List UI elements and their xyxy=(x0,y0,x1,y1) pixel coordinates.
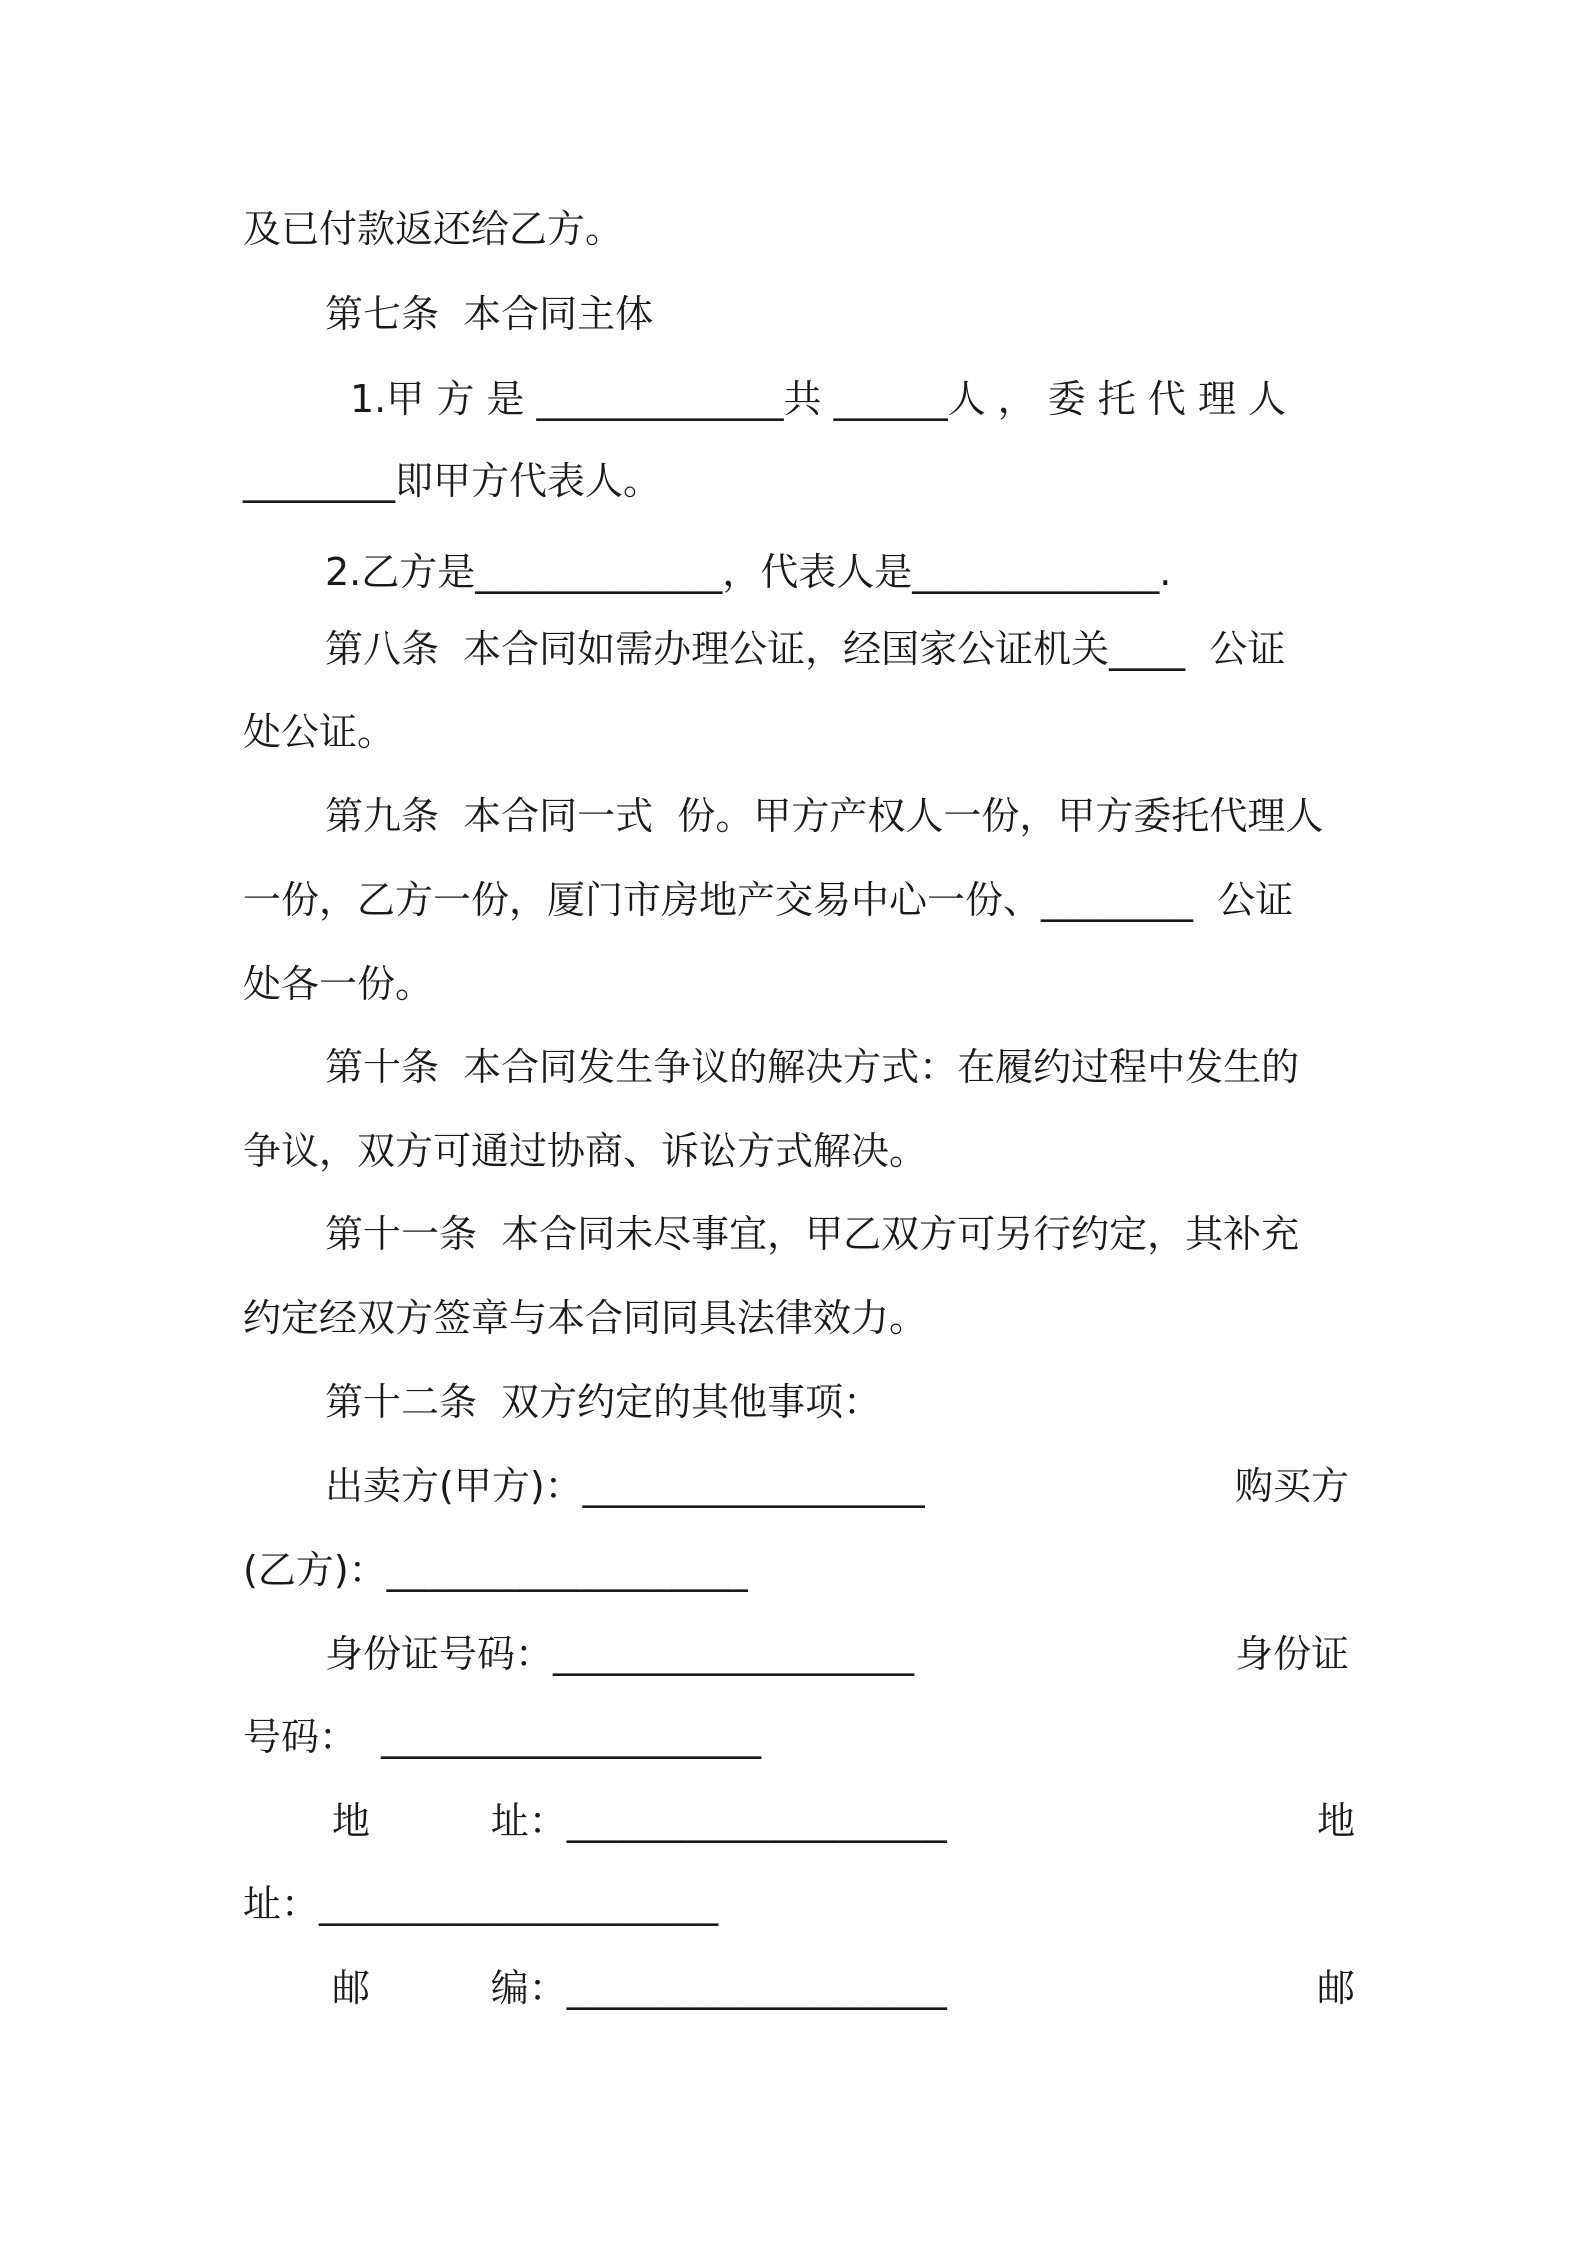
buyer-id-line: 号码： ____________________ xyxy=(243,1715,762,1759)
buyer-postcode-label: 邮 xyxy=(1317,1966,1356,2010)
buyer-address-line: 址：_____________________ xyxy=(243,1882,719,1926)
article-9-line-2: 一份，乙方一份，厦门市房地产交易中心一份、________ 公证 xyxy=(243,878,1294,922)
article-10-line-1: 第十条 本合同发生争议的解决方式：在履约过程中发生的 xyxy=(325,1045,1300,1089)
article-11-line-1: 第十一条 本合同未尽事宜，甲乙双方可另行约定，其补充 xyxy=(325,1212,1300,1256)
article-11-line-2: 约定经双方签章与本合同同具法律效力。 xyxy=(243,1296,928,1340)
seller-signature-line: 出卖方(甲方)：__________________ xyxy=(325,1464,925,1508)
buyer-signature-label: 购买方 xyxy=(1235,1464,1350,1508)
party-b-line: 2.乙方是_____________，代表人是_____________. xyxy=(325,550,1172,594)
text-line-1: 及已付款返还给乙方。 xyxy=(243,207,624,251)
party-a-line: 1.甲 方 是 _____________共 ______人 ， 委 托 代 理 人 xyxy=(350,377,1287,421)
buyer-signature-line: (乙方)：___________________ xyxy=(243,1548,748,1592)
article-7-heading: 第七条 本合同主体 xyxy=(325,292,654,336)
seller-address-line: 地 址：____________________ xyxy=(332,1799,947,1843)
article-8-line-2: 处公证。 xyxy=(243,710,396,754)
party-a-representative-line: ________即甲方代表人。 xyxy=(243,459,662,503)
article-9-line-1: 第九条 本合同一式 份。甲方产权人一份，甲方委托代理人 xyxy=(325,794,1324,838)
buyer-address-label: 地 xyxy=(1317,1799,1356,1843)
seller-postcode-line: 邮 编：____________________ xyxy=(332,1966,947,2010)
article-12-heading: 第十二条 双方约定的其他事项： xyxy=(325,1380,882,1424)
article-8-line-1: 第八条 本合同如需办理公证，经国家公证机关____ 公证 xyxy=(325,627,1286,671)
article-9-line-3: 处各一份。 xyxy=(243,962,434,1006)
article-10-line-2: 争议，双方可通过协商、诉讼方式解决。 xyxy=(243,1129,928,1173)
seller-id-line: 身份证号码：___________________ xyxy=(325,1632,915,1676)
buyer-id-label: 身份证 xyxy=(1235,1632,1350,1676)
